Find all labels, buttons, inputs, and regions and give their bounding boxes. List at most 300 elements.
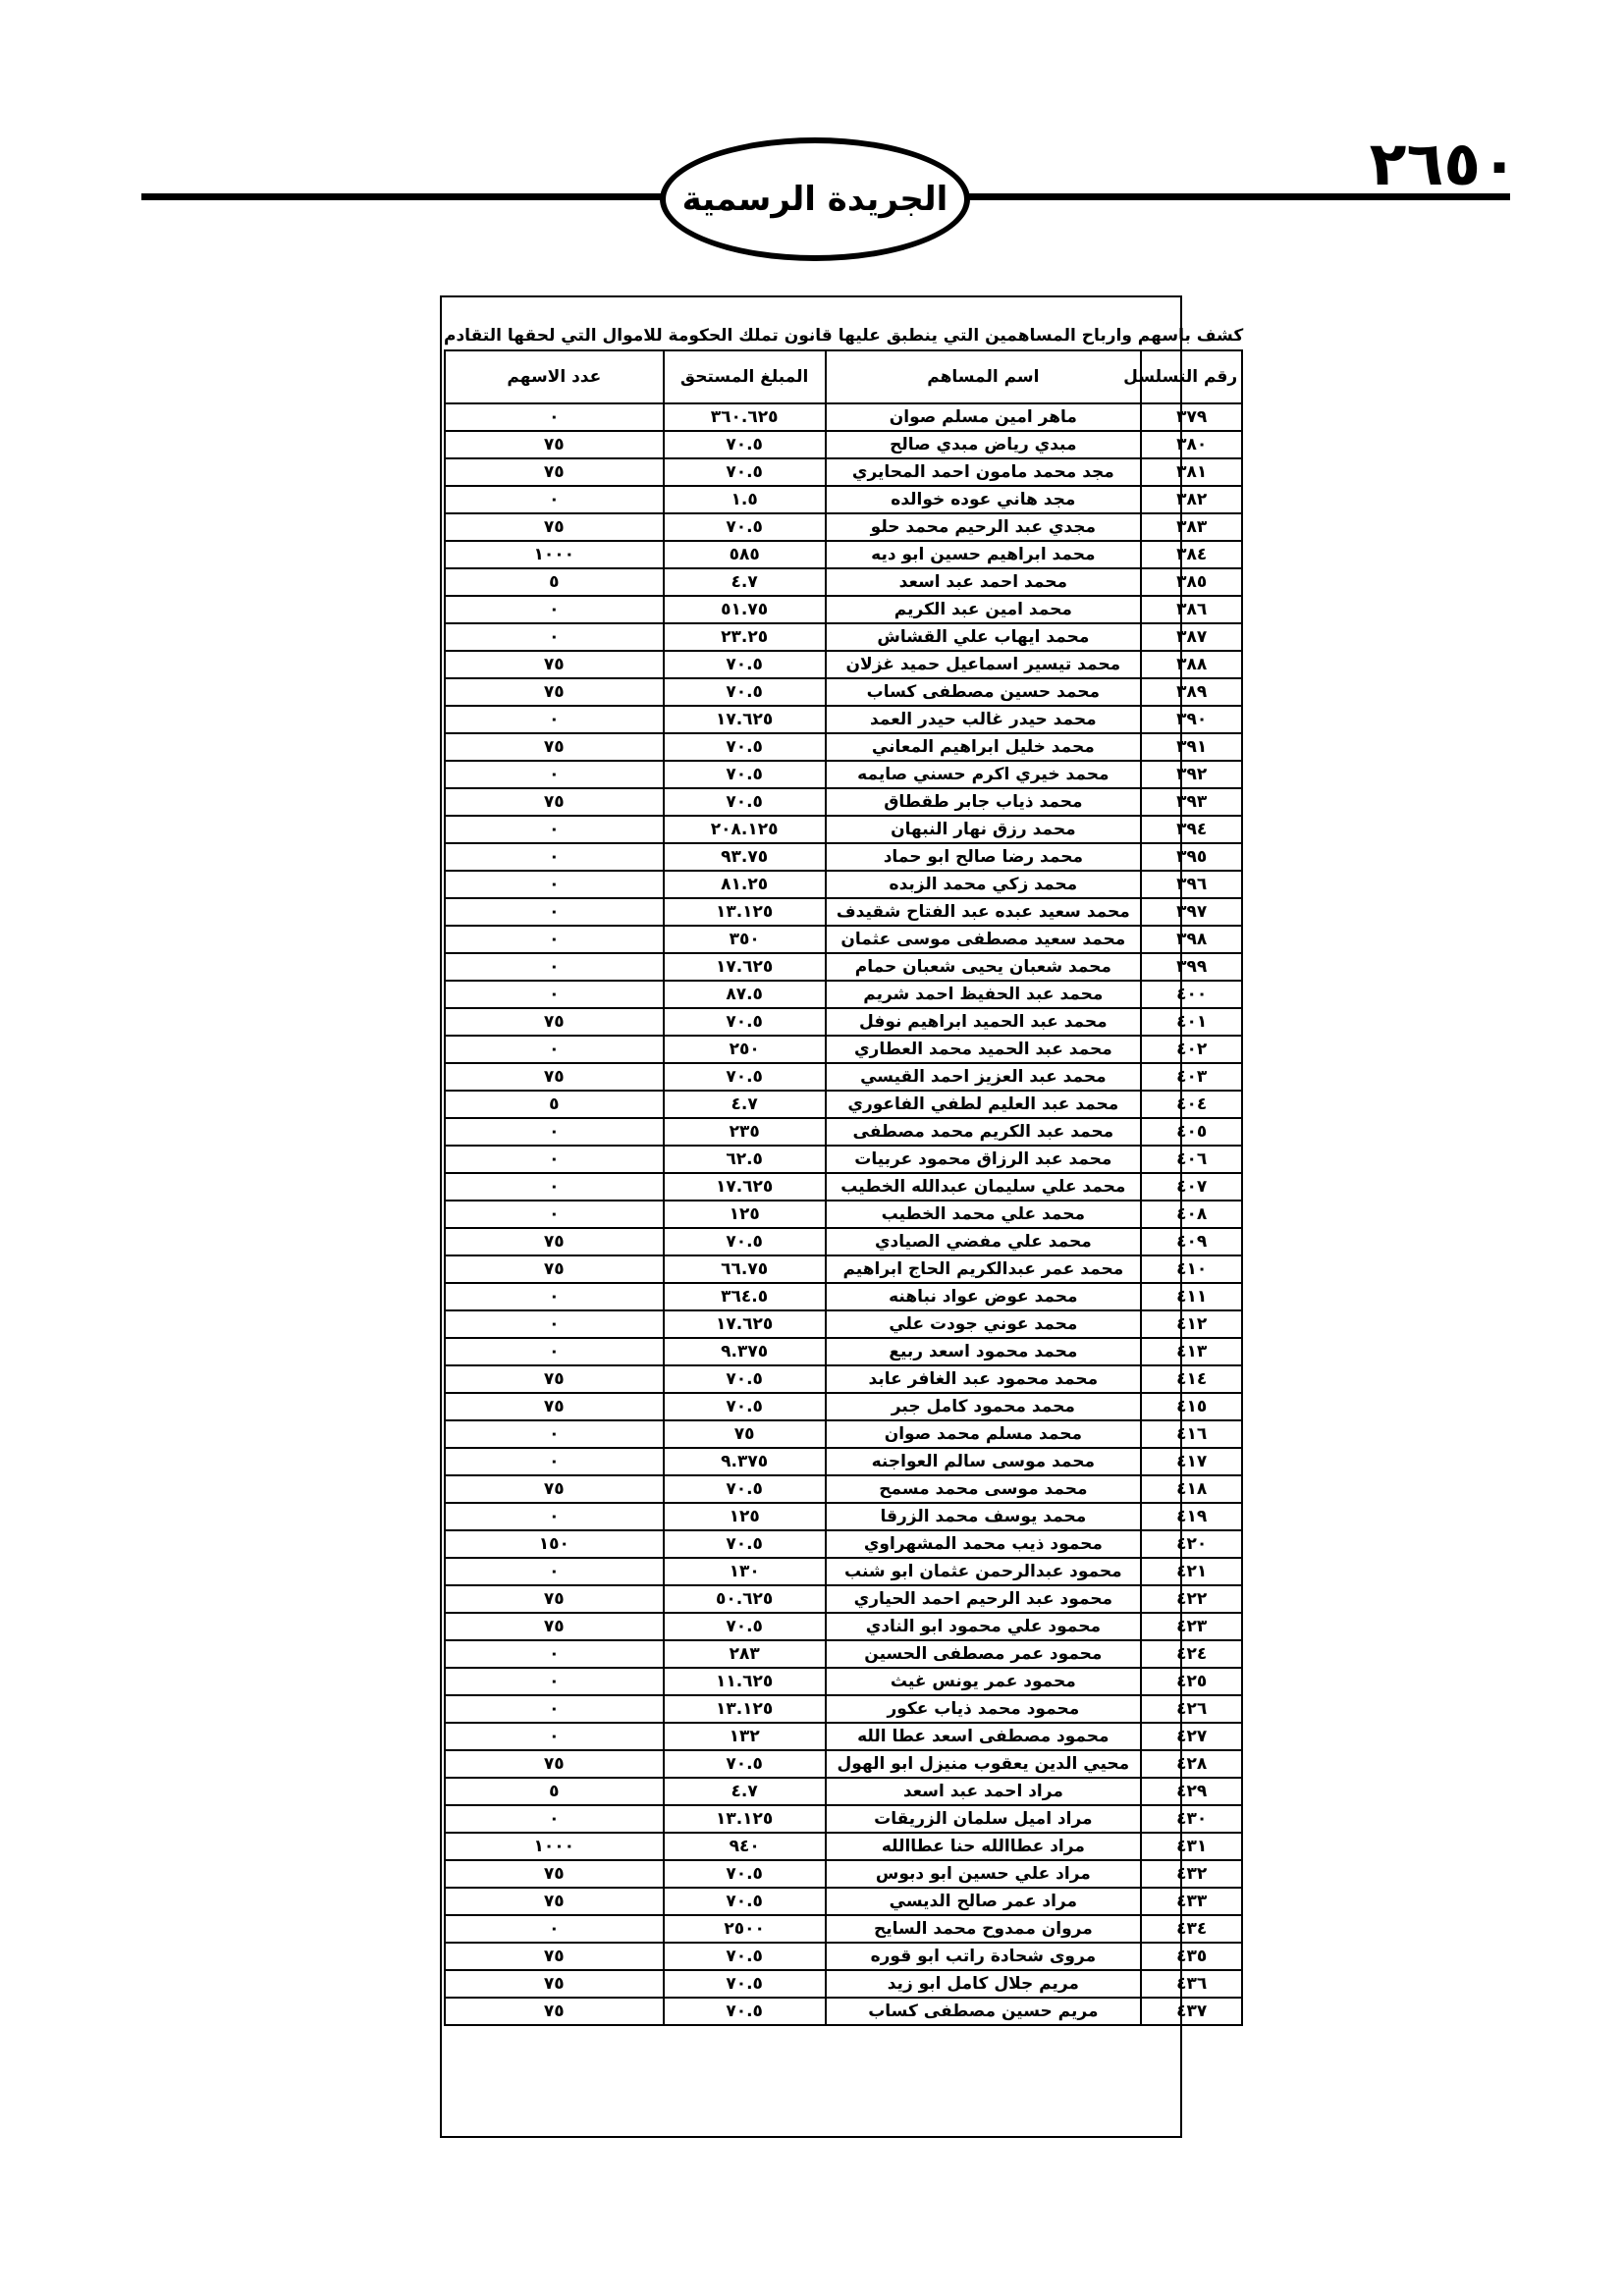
- cell-name: محمد موسى سالم العواجنه: [826, 1448, 1141, 1475]
- cell-name: محمد سعيد عبده عبد الفتاح شقيدف: [826, 898, 1141, 926]
- cell-seq: ٤٢٥: [1141, 1668, 1242, 1695]
- cell-shares: ٠: [445, 1668, 664, 1695]
- cell-amount: ٧٠.٥: [664, 788, 826, 816]
- cell-seq: ٤٣١: [1141, 1833, 1242, 1860]
- cell-name: ماهر امين مسلم صوان: [826, 403, 1141, 431]
- cell-amount: ٨١.٢٥: [664, 871, 826, 898]
- cell-seq: ٣٩٠: [1141, 706, 1242, 733]
- table-row: [445, 1613, 1242, 1640]
- table-row: [445, 1558, 1242, 1585]
- cell-amount: ٧٠.٥: [664, 1008, 826, 1036]
- cell-shares: ٠: [445, 1915, 664, 1943]
- cell-amount: ٧٠.٥: [664, 458, 826, 486]
- table-title: كشف باسهم وارباح المساهمين التي ينطبق عليها قانون تملك الحكومة للاموال التي لحقها التقادم: [444, 326, 1244, 346]
- cell-name: محمد علي سليمان عبدالله الخطيب: [826, 1173, 1141, 1201]
- table-row: [445, 513, 1242, 541]
- table-row: [445, 1448, 1242, 1475]
- cell-name: محمد يوسف محمد الزرقا: [826, 1503, 1141, 1530]
- cell-name: محمود عمر مصطفى الحسين: [826, 1640, 1141, 1668]
- table-row: [445, 1668, 1242, 1695]
- cell-seq: ٤٠٦: [1141, 1146, 1242, 1173]
- cell-name: مبدي رياض مبدي صالح: [826, 431, 1141, 458]
- table-row: [445, 458, 1242, 486]
- cell-seq: ٣٩٧: [1141, 898, 1242, 926]
- cell-amount: ٧٠.٥: [664, 761, 826, 788]
- table-row: [445, 926, 1242, 953]
- cell-seq: ٤٢٤: [1141, 1640, 1242, 1668]
- cell-shares: ٧٥: [445, 788, 664, 816]
- cell-amount: ٧٠.٥: [664, 1750, 826, 1778]
- table-row: [445, 1998, 1242, 2025]
- cell-amount: ٥٠.٦٢٥: [664, 1585, 826, 1613]
- cell-amount: ٢٨٣: [664, 1640, 826, 1668]
- cell-shares: ٠: [445, 1036, 664, 1063]
- cell-amount: ٧٠.٥: [664, 1943, 826, 1970]
- table-row: [445, 1310, 1242, 1338]
- table-row: [445, 1585, 1242, 1613]
- cell-shares: ٥: [445, 1091, 664, 1118]
- cell-shares: ٠: [445, 486, 664, 513]
- cell-name: محمد ابراهيم حسين ابو ديه: [826, 541, 1141, 568]
- cell-name: محمد محمود كامل جبر: [826, 1393, 1141, 1420]
- cell-shares: ٠: [445, 761, 664, 788]
- table-row: [445, 596, 1242, 623]
- cell-shares: ٠: [445, 706, 664, 733]
- cell-shares: ٠: [445, 871, 664, 898]
- table-row: [445, 651, 1242, 678]
- cell-amount: ١٧.٦٢٥: [664, 1310, 826, 1338]
- cell-shares: ٧٥: [445, 1998, 664, 2025]
- header-amount: المبلغ المستحق: [664, 350, 826, 403]
- table-row: [445, 678, 1242, 706]
- cell-shares: ٠: [445, 1338, 664, 1365]
- cell-amount: ١٧.٦٢٥: [664, 953, 826, 981]
- cell-seq: ٤١٠: [1141, 1255, 1242, 1283]
- cell-amount: ٢٥٠: [664, 1036, 826, 1063]
- cell-amount: ٧٠.٥: [664, 1998, 826, 2025]
- cell-shares: ٠: [445, 1310, 664, 1338]
- table-row: [445, 1888, 1242, 1915]
- cell-seq: ٣٨٢: [1141, 486, 1242, 513]
- cell-amount: ٧٠.٥: [664, 1393, 826, 1420]
- table-row: [445, 981, 1242, 1008]
- cell-name: مجد محمد مامون احمد المحايري: [826, 458, 1141, 486]
- cell-name: محمد رزق نهار النبهان: [826, 816, 1141, 843]
- cell-name: مجدي عبد الرحيم محمد حلو: [826, 513, 1141, 541]
- cell-shares: ٠: [445, 623, 664, 651]
- cell-name: محمد عبد الحميد ابراهيم نوفل: [826, 1008, 1141, 1036]
- table-row: [445, 1970, 1242, 1998]
- cell-amount: ٢٣.٢٥: [664, 623, 826, 651]
- cell-seq: ٣٩٤: [1141, 816, 1242, 843]
- cell-seq: ٤٣٦: [1141, 1970, 1242, 1998]
- cell-shares: ٠: [445, 981, 664, 1008]
- cell-name: محمد موسى محمد مسمح: [826, 1475, 1141, 1503]
- table-row: [445, 431, 1242, 458]
- table-row: [445, 1146, 1242, 1173]
- cell-name: محمد ذياب جابر طقطاق: [826, 788, 1141, 816]
- cell-name: محمود مصطفى اسعد عطا الله: [826, 1723, 1141, 1750]
- cell-amount: ٨٧.٥: [664, 981, 826, 1008]
- table-row: [445, 1255, 1242, 1283]
- cell-amount: ٧٠.٥: [664, 1228, 826, 1255]
- cell-seq: ٤٣٥: [1141, 1943, 1242, 1970]
- cell-amount: ٣٦٤.٥: [664, 1283, 826, 1310]
- cell-shares: ١٠٠٠: [445, 541, 664, 568]
- cell-amount: ٧٠.٥: [664, 1970, 826, 1998]
- cell-seq: ٣٨٥: [1141, 568, 1242, 596]
- cell-shares: ٧٥: [445, 1393, 664, 1420]
- cell-amount: ٣٦٠.٦٢٥: [664, 403, 826, 431]
- cell-amount: ١١.٦٢٥: [664, 1668, 826, 1695]
- table-row: [445, 1833, 1242, 1860]
- cell-name: محمد رضا صالح ابو حماد: [826, 843, 1141, 871]
- cell-amount: ٧٠.٥: [664, 1475, 826, 1503]
- table-row: [445, 623, 1242, 651]
- cell-amount: ٧٠.٥: [664, 678, 826, 706]
- cell-seq: ٣٨٣: [1141, 513, 1242, 541]
- table-row: [445, 1503, 1242, 1530]
- table-row: [445, 1695, 1242, 1723]
- cell-shares: ٧٥: [445, 1970, 664, 1998]
- table-row: [445, 486, 1242, 513]
- cell-shares: ٧٥: [445, 1585, 664, 1613]
- cell-name: محمد عبد العليم لطفي الفاعوري: [826, 1091, 1141, 1118]
- table-row: [445, 706, 1242, 733]
- cell-name: مروان ممدوح محمد السايح: [826, 1915, 1141, 1943]
- cell-amount: ٢٣٥: [664, 1118, 826, 1146]
- cell-amount: ٦٦.٧٥: [664, 1255, 826, 1283]
- cell-seq: ٤٣٢: [1141, 1860, 1242, 1888]
- cell-shares: ٧٥: [445, 458, 664, 486]
- cell-seq: ٣٨٩: [1141, 678, 1242, 706]
- cell-seq: ٣٨٨: [1141, 651, 1242, 678]
- cell-amount: ٧٠.٥: [664, 1888, 826, 1915]
- cell-seq: ٤٠٤: [1141, 1091, 1242, 1118]
- cell-name: محمد حيدر غالب حيدر العمد: [826, 706, 1141, 733]
- cell-amount: ٢٥٠٠: [664, 1915, 826, 1943]
- cell-name: محمود عبد الرحيم احمد الحياري: [826, 1585, 1141, 1613]
- table-row: [445, 1036, 1242, 1063]
- cell-name: محمد عبد الحفيظ احمد شريم: [826, 981, 1141, 1008]
- cell-name: محمد عوض عواد نباهنه: [826, 1283, 1141, 1310]
- cell-seq: ٤١٨: [1141, 1475, 1242, 1503]
- cell-shares: ٠: [445, 1558, 664, 1585]
- cell-seq: ٣٩١: [1141, 733, 1242, 761]
- table-row: [445, 761, 1242, 788]
- cell-amount: ٧٠.٥: [664, 1063, 826, 1091]
- publication-title-oval: [660, 137, 970, 261]
- cell-seq: ٤٢٢: [1141, 1585, 1242, 1613]
- cell-seq: ٤١٦: [1141, 1420, 1242, 1448]
- cell-shares: ٠: [445, 898, 664, 926]
- table-row: [445, 953, 1242, 981]
- cell-shares: ٠: [445, 1173, 664, 1201]
- cell-seq: ٤٢٩: [1141, 1778, 1242, 1805]
- cell-seq: ٤٠٩: [1141, 1228, 1242, 1255]
- cell-name: محمد عوني جودت علي: [826, 1310, 1141, 1338]
- cell-amount: ١٣٢: [664, 1723, 826, 1750]
- cell-name: محمد ايهاب علي القشاش: [826, 623, 1141, 651]
- cell-seq: ٤٣٤: [1141, 1915, 1242, 1943]
- cell-seq: ٤٢٧: [1141, 1723, 1242, 1750]
- cell-seq: ٣٩٨: [1141, 926, 1242, 953]
- table-row: [445, 1750, 1242, 1778]
- cell-seq: ٤٣٣: [1141, 1888, 1242, 1915]
- cell-amount: ١٣.١٢٥: [664, 1805, 826, 1833]
- cell-shares: ٠: [445, 1146, 664, 1173]
- cell-shares: ٥: [445, 1778, 664, 1805]
- cell-seq: ٤٢٨: [1141, 1750, 1242, 1778]
- cell-name: محمد احمد عبد اسعد: [826, 568, 1141, 596]
- cell-amount: ٤.٧: [664, 568, 826, 596]
- cell-seq: ٤٠٠: [1141, 981, 1242, 1008]
- cell-name: محمد محمود عبد الغافر عابد: [826, 1365, 1141, 1393]
- cell-name: محمد شعبان يحيى شعبان حمام: [826, 953, 1141, 981]
- cell-name: محمد عبد الرزاق محمود عربيات: [826, 1146, 1141, 1173]
- header-name: اسم المساهم: [826, 350, 1141, 403]
- cell-amount: ١٢٥: [664, 1201, 826, 1228]
- cell-amount: ٧٠.٥: [664, 431, 826, 458]
- cell-name: محمد امين عبد الكريم: [826, 596, 1141, 623]
- cell-shares: ٠: [445, 1723, 664, 1750]
- table-row: [445, 541, 1242, 568]
- cell-shares: ٠: [445, 953, 664, 981]
- cell-seq: ٤٢٣: [1141, 1613, 1242, 1640]
- cell-shares: ٧٥: [445, 1888, 664, 1915]
- table-row: [445, 1420, 1242, 1448]
- table-row: [445, 1640, 1242, 1668]
- cell-seq: ٣٧٩: [1141, 403, 1242, 431]
- table-row: [445, 1723, 1242, 1750]
- table-row: [445, 1943, 1242, 1970]
- cell-shares: ٠: [445, 1283, 664, 1310]
- cell-name: محمد عبد الحميد محمد العطاري: [826, 1036, 1141, 1063]
- cell-amount: ٤.٧: [664, 1778, 826, 1805]
- cell-seq: ٤١٧: [1141, 1448, 1242, 1475]
- cell-shares: ٠: [445, 816, 664, 843]
- cell-name: محمد حسين مصطفى كساب: [826, 678, 1141, 706]
- cell-name: محمد عبد العزيز احمد القيسي: [826, 1063, 1141, 1091]
- table-row: [445, 1118, 1242, 1146]
- cell-shares: ٠: [445, 926, 664, 953]
- table-row: [445, 1283, 1242, 1310]
- cell-seq: ٣٩٥: [1141, 843, 1242, 871]
- cell-shares: ٠: [445, 596, 664, 623]
- cell-shares: ٧٥: [445, 733, 664, 761]
- cell-name: محمود محمد ذياب عكور: [826, 1695, 1141, 1723]
- cell-shares: ٠: [445, 403, 664, 431]
- table-body: [445, 403, 1242, 2025]
- cell-shares: ٧٥: [445, 1255, 664, 1283]
- cell-seq: ٤٠٢: [1141, 1036, 1242, 1063]
- cell-seq: ٤١٤: [1141, 1365, 1242, 1393]
- header-seq: رقم التسلسل: [1141, 350, 1242, 403]
- cell-seq: ٣٨٦: [1141, 596, 1242, 623]
- header-shares: عدد الاسهم: [445, 350, 664, 403]
- cell-name: محمد علي محمد الخطيب: [826, 1201, 1141, 1228]
- cell-name: مراد عمر صالح الديسي: [826, 1888, 1141, 1915]
- cell-seq: ٤٠٥: [1141, 1118, 1242, 1146]
- cell-seq: ٤١٥: [1141, 1393, 1242, 1420]
- table-row: [445, 1091, 1242, 1118]
- cell-shares: ٠: [445, 1448, 664, 1475]
- cell-seq: ٤٠٧: [1141, 1173, 1242, 1201]
- publication-title: الجريدة الرسمية: [681, 180, 948, 219]
- cell-name: مراد علي حسين ابو دبوس: [826, 1860, 1141, 1888]
- cell-shares: ٠: [445, 1201, 664, 1228]
- cell-amount: ٧٠.٥: [664, 1365, 826, 1393]
- cell-amount: ٧٥: [664, 1420, 826, 1448]
- cell-seq: ٣٨٤: [1141, 541, 1242, 568]
- cell-seq: ٤٢١: [1141, 1558, 1242, 1585]
- table-row: [445, 1228, 1242, 1255]
- cell-seq: ٤١٢: [1141, 1310, 1242, 1338]
- table-row: [445, 1365, 1242, 1393]
- cell-shares: ٧٥: [445, 651, 664, 678]
- cell-name: محمود ذيب محمد المشهراوي: [826, 1530, 1141, 1558]
- cell-name: محمود عبدالرحمن عثمان ابو شنب: [826, 1558, 1141, 1585]
- cell-amount: ٧٠.٥: [664, 1530, 826, 1558]
- cell-amount: ١٧.٦٢٥: [664, 706, 826, 733]
- cell-seq: ٣٩٩: [1141, 953, 1242, 981]
- table-row: [445, 1475, 1242, 1503]
- cell-amount: ٩.٣٧٥: [664, 1448, 826, 1475]
- cell-shares: ٧٥: [445, 1228, 664, 1255]
- cell-shares: ٠: [445, 1695, 664, 1723]
- table-row: [445, 1173, 1242, 1201]
- cell-amount: ٥٨٥: [664, 541, 826, 568]
- cell-name: مراد اميل سلمان الزريقات: [826, 1805, 1141, 1833]
- cell-shares: ٠: [445, 1118, 664, 1146]
- cell-name: مريم جلال كامل ابو زيد: [826, 1970, 1141, 1998]
- table-row: [445, 1201, 1242, 1228]
- cell-amount: ١٣٠: [664, 1558, 826, 1585]
- cell-name: مروى شحادة راتب ابو قوره: [826, 1943, 1141, 1970]
- cell-seq: ٤١١: [1141, 1283, 1242, 1310]
- shareholders-table: [444, 322, 1243, 2026]
- cell-shares: ٠: [445, 1805, 664, 1833]
- cell-amount: ١٣.١٢٥: [664, 898, 826, 926]
- cell-amount: ٣٥٠: [664, 926, 826, 953]
- cell-shares: ٧٥: [445, 1750, 664, 1778]
- table-row: [445, 816, 1242, 843]
- cell-shares: ٧٥: [445, 1860, 664, 1888]
- cell-amount: ٢٠٨.١٢٥: [664, 816, 826, 843]
- table-row: [445, 403, 1242, 431]
- table-row: [445, 788, 1242, 816]
- cell-amount: ٩٣.٧٥: [664, 843, 826, 871]
- cell-name: محمد مسلم محمد صوان: [826, 1420, 1141, 1448]
- cell-shares: ١٥٠: [445, 1530, 664, 1558]
- table-row: [445, 1393, 1242, 1420]
- cell-shares: ٧٥: [445, 1613, 664, 1640]
- table-header-row: [445, 350, 1242, 403]
- table-row: [445, 1008, 1242, 1036]
- table-row: [445, 733, 1242, 761]
- cell-name: مراد احمد عبد اسعد: [826, 1778, 1141, 1805]
- cell-shares: ٠: [445, 1420, 664, 1448]
- cell-seq: ٣٨٧: [1141, 623, 1242, 651]
- table-row: [445, 898, 1242, 926]
- cell-amount: ٩.٣٧٥: [664, 1338, 826, 1365]
- cell-name: محمد سعيد مصطفى موسى عثمان: [826, 926, 1141, 953]
- table-row: [445, 1530, 1242, 1558]
- cell-seq: ٤٢٦: [1141, 1695, 1242, 1723]
- cell-name: محمد عبد الكريم محمد مصطفى: [826, 1118, 1141, 1146]
- cell-name: مراد عطاالله حنا عطاالله: [826, 1833, 1141, 1860]
- cell-seq: ٤٠٨: [1141, 1201, 1242, 1228]
- cell-seq: ٣٨٠: [1141, 431, 1242, 458]
- cell-seq: ٤١٣: [1141, 1338, 1242, 1365]
- cell-shares: ٧٥: [445, 678, 664, 706]
- cell-name: محمد علي مفضي الصيادي: [826, 1228, 1141, 1255]
- cell-amount: ٧٠.٥: [664, 651, 826, 678]
- table-row: [445, 1338, 1242, 1365]
- table-row: [445, 1778, 1242, 1805]
- cell-shares: ١٠٠٠: [445, 1833, 664, 1860]
- cell-shares: ٧٥: [445, 1365, 664, 1393]
- cell-seq: ٤٠١: [1141, 1008, 1242, 1036]
- cell-amount: ٥١.٧٥: [664, 596, 826, 623]
- cell-name: محمد زكي محمد الزبده: [826, 871, 1141, 898]
- cell-amount: ٧٠.٥: [664, 513, 826, 541]
- cell-name: محمد خليل ابراهيم المعاني: [826, 733, 1141, 761]
- cell-shares: ٧٥: [445, 1063, 664, 1091]
- table-row: [445, 1805, 1242, 1833]
- cell-name: محمد تيسير اسماعيل حميد غزلان: [826, 651, 1141, 678]
- cell-amount: ٧٠.٥: [664, 1860, 826, 1888]
- cell-amount: ١٢٥: [664, 1503, 826, 1530]
- cell-seq: ٣٩٣: [1141, 788, 1242, 816]
- cell-shares: ٠: [445, 1503, 664, 1530]
- cell-name: مريم حسين مصطفى كساب: [826, 1998, 1141, 2025]
- cell-name: محيي الدين يعقوب منيزل ابو الهول: [826, 1750, 1141, 1778]
- cell-seq: ٣٩٦: [1141, 871, 1242, 898]
- cell-seq: ٣٩٢: [1141, 761, 1242, 788]
- cell-shares: ٧٥: [445, 1943, 664, 1970]
- cell-shares: ٧٥: [445, 431, 664, 458]
- table-row: [445, 843, 1242, 871]
- cell-seq: ٤٢٠: [1141, 1530, 1242, 1558]
- cell-seq: ٤٠٣: [1141, 1063, 1242, 1091]
- cell-seq: ٤٣٠: [1141, 1805, 1242, 1833]
- cell-name: محمود علي محمود ابو النادي: [826, 1613, 1141, 1640]
- cell-amount: ١.٥: [664, 486, 826, 513]
- cell-amount: ١٧.٦٢٥: [664, 1173, 826, 1201]
- cell-seq: ٤٣٧: [1141, 1998, 1242, 2025]
- cell-amount: ٦٢.٥: [664, 1146, 826, 1173]
- cell-amount: ٩٤٠: [664, 1833, 826, 1860]
- cell-seq: ٣٨١: [1141, 458, 1242, 486]
- cell-name: محمود عمر يونس غيث: [826, 1668, 1141, 1695]
- cell-name: محمد محمود اسعد ربيع: [826, 1338, 1141, 1365]
- cell-amount: ٧٠.٥: [664, 733, 826, 761]
- cell-amount: ١٣.١٢٥: [664, 1695, 826, 1723]
- cell-name: محمد خيري اكرم حسني صايمه: [826, 761, 1141, 788]
- cell-amount: ٧٠.٥: [664, 1613, 826, 1640]
- cell-shares: ٧٥: [445, 1475, 664, 1503]
- table-row: [445, 1860, 1242, 1888]
- cell-shares: ٥: [445, 568, 664, 596]
- cell-amount: ٤.٧: [664, 1091, 826, 1118]
- cell-seq: ٤١٩: [1141, 1503, 1242, 1530]
- cell-shares: ٧٥: [445, 1008, 664, 1036]
- table-row: [445, 1063, 1242, 1091]
- page-number: ٢٦٥٠: [1369, 128, 1518, 199]
- table-row: [445, 871, 1242, 898]
- table-row: [445, 568, 1242, 596]
